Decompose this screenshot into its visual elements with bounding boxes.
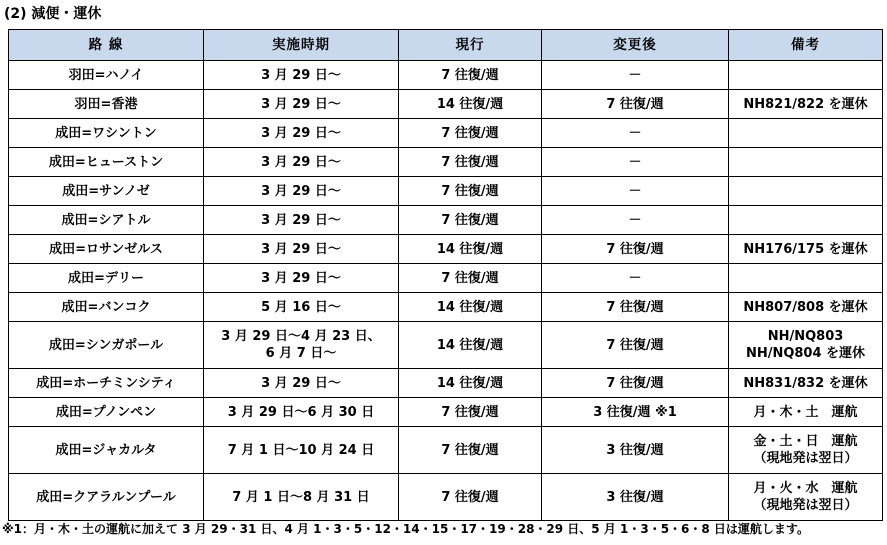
route-cell: 羽田=香港 — [9, 90, 204, 119]
changed-frequency-cell: 3 往復/週 — [542, 427, 729, 474]
changed-frequency-cell: － — [542, 206, 729, 235]
period-cell-line: 3 月 29 日～6 月 30 日 — [227, 404, 375, 420]
current-frequency-cell: 14 往復/週 — [399, 293, 542, 322]
period-cell — [204, 119, 399, 148]
table-row — [9, 398, 883, 427]
period-cell — [204, 148, 399, 177]
changed-frequency-cell: － — [542, 148, 729, 177]
period-cell — [204, 264, 399, 293]
table-row — [9, 369, 883, 398]
current-frequency-cell: 7 往復/週 — [399, 206, 542, 235]
table-row — [9, 148, 883, 177]
period-cell-line: 3 月 29 日～ — [261, 125, 341, 141]
period-cell — [204, 293, 399, 322]
period-cell-line: 6 月 7 日～ — [265, 346, 337, 361]
remarks-cell-line: NH821/822 を運休 — [743, 96, 868, 112]
remarks-cell-line: 金・土・日 運航 — [753, 434, 858, 449]
period-cell-line: 3 月 29 日～ — [261, 270, 341, 286]
route-cell: 成田=ホーチミンシティ — [9, 369, 204, 398]
route-cell: 成田=サンノゼ — [9, 177, 204, 206]
current-frequency-cell: 7 往復/週 — [399, 61, 542, 90]
route-cell: 成田=シアトル — [9, 206, 204, 235]
remarks-cell-line: （現地発は翌日） — [753, 498, 858, 513]
footnote: ※1：月・木・土の運航に加えて 3 月 29・31 日、4 月 1・3・5・12・14・15・17・19・28・29 日、5 月 1・3・5・6・8 日は運航します。 — [2, 522, 809, 536]
period-cell-line: 3 月 29 日～ — [261, 241, 341, 257]
period-cell — [204, 322, 399, 369]
period-cell — [204, 206, 399, 235]
remarks-cell — [729, 206, 883, 235]
remarks-cell-line: 月・火・水 運航 — [753, 481, 858, 496]
remarks-cell — [729, 119, 883, 148]
current-frequency-cell: 7 往復/週 — [399, 119, 542, 148]
remarks-cell — [729, 427, 883, 474]
table-row — [9, 427, 883, 474]
table-row — [9, 61, 883, 90]
remarks-cell — [729, 322, 883, 369]
table-row — [9, 474, 883, 521]
table-row — [9, 90, 883, 119]
period-cell-line: 3 月 29 日～ — [261, 212, 341, 228]
changed-frequency-cell: 7 往復/週 — [542, 293, 729, 322]
period-cell-line: 3 月 29 日～ — [261, 67, 341, 83]
changed-frequency-cell: 7 往復/週 — [542, 322, 729, 369]
route-cell: 羽田=ハノイ — [9, 61, 204, 90]
route-cell: 成田=ジャカルタ — [9, 427, 204, 474]
remarks-cell — [729, 474, 883, 521]
remarks-cell — [729, 235, 883, 264]
changed-frequency-cell: 3 往復/週 — [542, 474, 729, 521]
remarks-cell — [729, 177, 883, 206]
remarks-cell — [729, 61, 883, 90]
remarks-cell-line: 月・木・土 運航 — [753, 404, 858, 420]
table-row — [9, 235, 883, 264]
current-frequency-cell: 7 往復/週 — [399, 398, 542, 427]
section-title: (2) 減便・運休 — [4, 6, 102, 22]
current-frequency-cell: 14 往復/週 — [399, 90, 542, 119]
period-cell-line: 3 月 29 日～ — [261, 96, 341, 112]
column-header-period: 実施時期 — [204, 30, 399, 61]
period-cell — [204, 90, 399, 119]
changed-frequency-cell: － — [542, 264, 729, 293]
route-cell: 成田=ヒューストン — [9, 148, 204, 177]
period-cell — [204, 369, 399, 398]
column-header-route: 路 線 — [9, 30, 204, 61]
period-cell-line: 7 月 1 日～8 月 31 日 — [232, 489, 370, 505]
route-cell: 成田=デリー — [9, 264, 204, 293]
remarks-cell — [729, 90, 883, 119]
changed-frequency-cell: 3 往復/週 ※1 — [542, 398, 729, 427]
remarks-cell-line: NH176/175 を運休 — [743, 241, 868, 257]
table-row — [9, 206, 883, 235]
flight-reduction-table — [8, 29, 883, 521]
current-frequency-cell: 14 往復/週 — [399, 369, 542, 398]
table-row — [9, 293, 883, 322]
period-cell-line: 3 月 29 日～ — [261, 375, 341, 391]
route-cell: 成田=ロサンゼルス — [9, 235, 204, 264]
current-frequency-cell: 7 往復/週 — [399, 177, 542, 206]
remarks-cell — [729, 293, 883, 322]
period-cell-line: 7 月 1 日～10 月 24 日 — [227, 442, 375, 458]
remarks-cell-line: NH807/808 を運休 — [743, 299, 868, 315]
table-row — [9, 322, 883, 369]
current-frequency-cell: 7 往復/週 — [399, 148, 542, 177]
remarks-cell-line: NH/NQ804 を運休 — [745, 346, 866, 361]
route-cell: 成田=シンガポール — [9, 322, 204, 369]
remarks-cell — [729, 398, 883, 427]
table-body — [9, 61, 883, 521]
period-cell-line: 5 月 16 日～ — [261, 299, 341, 315]
current-frequency-cell: 14 往復/週 — [399, 235, 542, 264]
table-row — [9, 264, 883, 293]
period-cell — [204, 235, 399, 264]
table-row — [9, 177, 883, 206]
period-cell-line: 3 月 29 日～4 月 23 日、 — [221, 329, 381, 344]
remarks-cell-line: NH831/832 を運休 — [743, 375, 868, 391]
changed-frequency-cell: 7 往復/週 — [542, 90, 729, 119]
table-header-row — [9, 30, 883, 61]
period-cell-line: 3 月 29 日～ — [261, 154, 341, 170]
remarks-cell — [729, 148, 883, 177]
remarks-cell — [729, 264, 883, 293]
current-frequency-cell: 7 往復/週 — [399, 427, 542, 474]
period-cell — [204, 427, 399, 474]
changed-frequency-cell: － — [542, 177, 729, 206]
current-frequency-cell: 7 往復/週 — [399, 474, 542, 521]
route-cell: 成田=バンコク — [9, 293, 204, 322]
changed-frequency-cell: 7 往復/週 — [542, 235, 729, 264]
route-cell: 成田=ワシントン — [9, 119, 204, 148]
route-cell: 成田=プノンペン — [9, 398, 204, 427]
remarks-cell — [729, 369, 883, 398]
column-header-current: 現行 — [399, 30, 542, 61]
period-cell-line: 3 月 29 日～ — [261, 183, 341, 199]
period-cell — [204, 474, 399, 521]
changed-frequency-cell: － — [542, 61, 729, 90]
column-header-changed: 変更後 — [542, 30, 729, 61]
current-frequency-cell: 7 往復/週 — [399, 264, 542, 293]
changed-frequency-cell: 7 往復/週 — [542, 369, 729, 398]
period-cell — [204, 177, 399, 206]
current-frequency-cell: 14 往復/週 — [399, 322, 542, 369]
changed-frequency-cell: － — [542, 119, 729, 148]
table-row — [9, 119, 883, 148]
column-header-remarks: 備考 — [729, 30, 883, 61]
route-cell: 成田=クアラルンプール — [9, 474, 204, 521]
period-cell — [204, 61, 399, 90]
remarks-cell-line: （現地発は翌日） — [753, 451, 858, 466]
period-cell — [204, 398, 399, 427]
remarks-cell-line: NH/NQ803 — [767, 329, 844, 344]
